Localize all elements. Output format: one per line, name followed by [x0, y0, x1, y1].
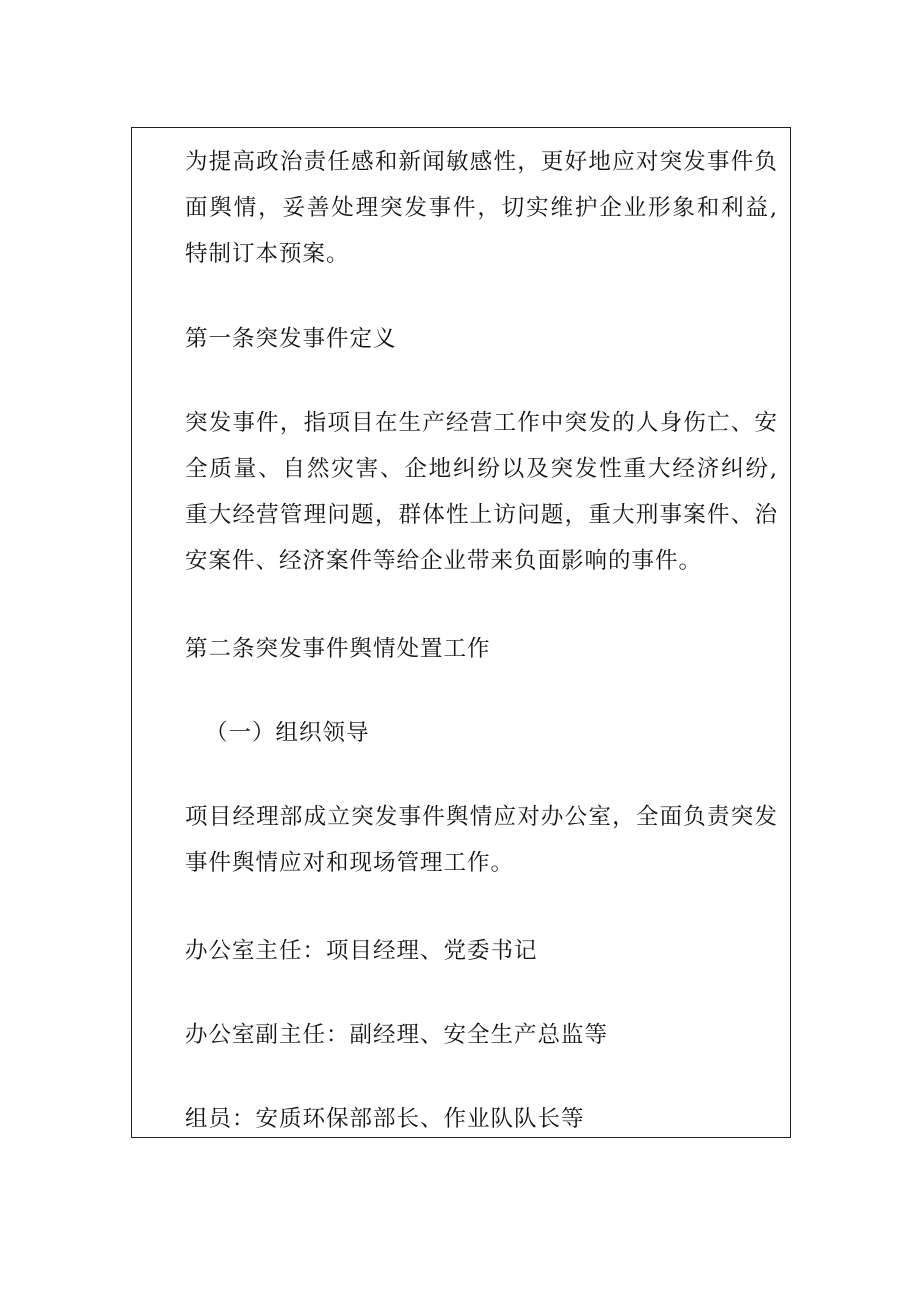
document-frame	[131, 127, 791, 1138]
office-deputy-director-line: 办公室副主任：副经理、安全生产总监等	[185, 1022, 609, 1048]
article-1-heading: 第一条突发事件定义	[185, 326, 397, 352]
article-1-body: 突发事件，指项目在生产经营工作中突发的人身伤亡、安全质量、自然灾害、企地纠纷以及突发性重大经济纠纷,重大经营管理问题，群体性上访问题，重大刑事案件、治安案件、经济案件等给企业带来负面影响的事件。	[185, 410, 778, 574]
section-1-body: 项目经理部成立突发事件舆情应对办公室，全面负责突发事件舆情应对和现场管理工作。	[185, 804, 778, 876]
intro-paragraph: 为提高政治责任感和新闻敏感性，更好地应对突发事件负面舆情，妥善处理突发事件，切实维护企业形象和利益,特制订本预案。	[185, 149, 778, 267]
office-director-line: 办公室主任：项目经理、党委书记	[185, 938, 538, 964]
section-1-heading: （一）组织领导	[205, 720, 370, 746]
members-line: 组员：安质环保部部长、作业队队长等	[185, 1106, 585, 1132]
article-2-heading: 第二条突发事件舆情处置工作	[185, 636, 491, 662]
